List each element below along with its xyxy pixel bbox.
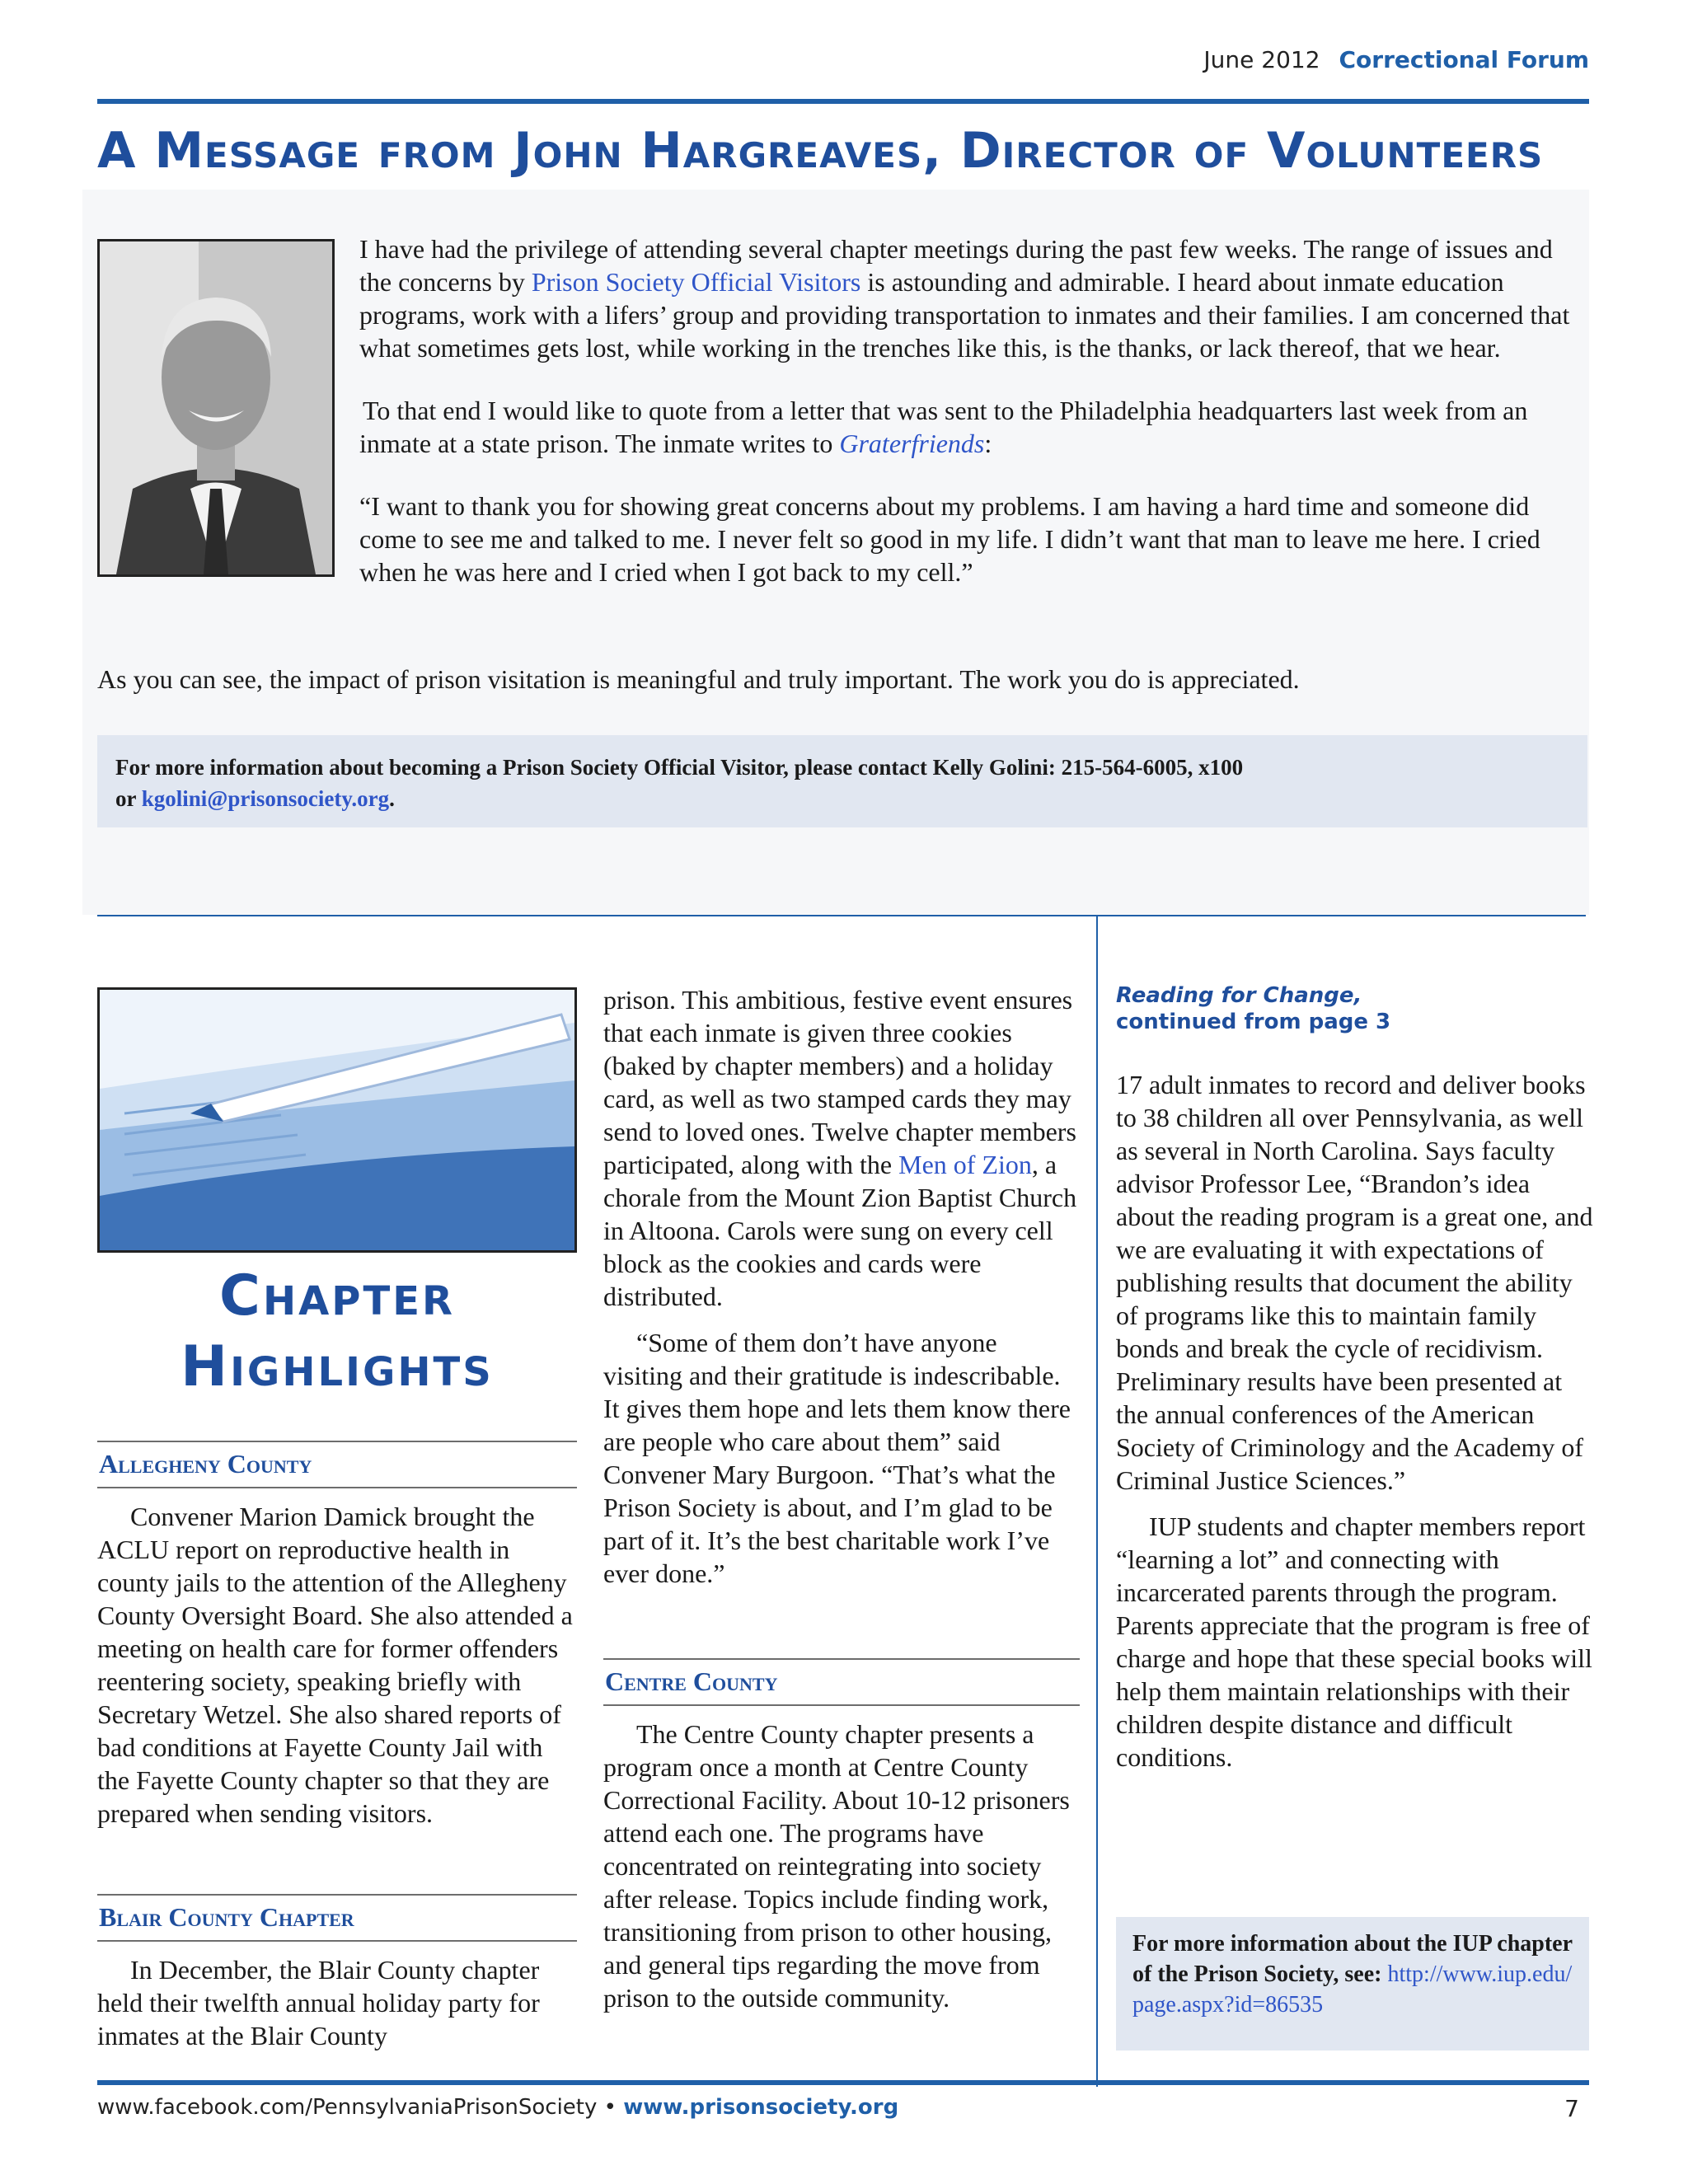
allegheny-body bbox=[97, 1500, 579, 1830]
blair-paragraph: In December, the Blair County chapter held their twelfth annual holiday party for inmates at the Blair County bbox=[97, 1955, 540, 2050]
page-title: A Message from John Hargreaves, Director of Volunteers bbox=[97, 122, 1544, 180]
portrait-icon bbox=[100, 241, 332, 574]
email-link[interactable]: kgolini@prisonsociety.org bbox=[141, 786, 390, 811]
centre-paragraph: The Centre County chapter presents a program once a month at Centre County Correctional Facility. About 10-12 prisoners attend each one. The programs have concentrated on reintegrating into society after release. Topics include finding work, transitioning from prison to other housing, and general tips regarding the move from prison to the outside community. bbox=[603, 1719, 1070, 2013]
reading-head-line-1: Reading for Change, bbox=[1116, 983, 1362, 1008]
blair-continued bbox=[603, 983, 1081, 1590]
iup-info-text: For more information about the IUP chapter of the Prison Society, see: bbox=[1132, 1931, 1573, 1987]
footer-rule bbox=[97, 2080, 1589, 2085]
reading-paragraph-1: 17 adult inmates to record and deliver books to 38 children all over Pennsylvania, as well as several in North Carolina. Says faculty advisor Professor Lee, “Brandon’s idea about the reading program is a great one, and we are evaluating it with expectations of publishing results that document the ability of programs like this to maintain family bonds and break the cycle of recidivism. Preliminary results have been presented at the annual conferences of the American Society of Criminology and the Academy of Criminal Justice Sciences.” bbox=[1116, 1070, 1593, 1495]
visitor-info-box bbox=[97, 735, 1587, 827]
intro-p2-text-b: : bbox=[984, 429, 992, 458]
graterfriends-link[interactable]: Graterfriends bbox=[839, 429, 985, 458]
allegheny-paragraph: Convener Marion Damick brought the ACLU report on reproductive health in county jails to the attention of the Allegheny County Oversight Board. She also attended a meeting on health care for former offenders reentering society, speaking briefly with Secretary Wetzel. She also shared reports of bad conditions at Fayette County Jail with the Fayette County chapter so that they are prepared when sending visitors. bbox=[97, 1502, 573, 1828]
intro-paragraph-2 bbox=[359, 394, 1571, 460]
reading-head-line-2: continued from page 3 bbox=[1116, 1010, 1391, 1034]
burgoon-quote: “Some of them don’t have anyone visiting and their gratitude is indescribable. It gives them hope and lets them know there are people who care about them” said Convener Mary Burgoon. “That’s what the Prison Society is about, and I’m glad to be part of it. It’s the best charitable work I’ve ever done.” bbox=[603, 1328, 1071, 1588]
facebook-link[interactable]: www.facebook.com/PennsylvaniaPrisonSociety bbox=[97, 2095, 598, 2120]
reading-paragraph-2: IUP students and chapter members report “learning a lot” and connecting with incarcerated parents through the program. Parents appreciate that the program is free of charge and hope that these special books will help them maintain relationships with their children despite distance and difficult conditions. bbox=[1116, 1511, 1592, 1772]
issue-date: June 2012 bbox=[1203, 46, 1320, 73]
footer-links bbox=[97, 2095, 898, 2120]
period-text: . bbox=[389, 786, 395, 811]
men-of-zion-link[interactable]: Men of Zion bbox=[898, 1150, 1032, 1179]
blair-heading: Blair County Chapter bbox=[97, 1894, 577, 1942]
book-pen-icon bbox=[100, 990, 574, 1250]
iup-info-box bbox=[1116, 1917, 1589, 2050]
reading-continued-heading bbox=[1116, 982, 1578, 1035]
publication-name: Correctional Forum bbox=[1339, 46, 1589, 73]
page-header bbox=[97, 46, 1589, 79]
page-number: 7 bbox=[1564, 2095, 1579, 2122]
blair-cont-text-a: prison. This ambitious, festive event ensures that each inmate is given three cookies (baked by chapter members) and a holiday card, as well as two stamped cards they may send to loved ones. Twelve chapter members participated, along with the bbox=[603, 985, 1076, 1179]
visitor-info-text: For more information about becoming a Prison Society Official Visitor, please contact Kelly Golini: 215-564-6005, x100 bbox=[115, 755, 1244, 780]
visitor-info-email-line bbox=[115, 783, 1569, 814]
or-text: or bbox=[115, 786, 142, 811]
intro-p1-text-b: is astounding and admirable. I heard about inmate education programs, work with a lifers’ group and providing transportation to inmates and their families. I am concerned that what sometimes gets lost, while working in the trenches like this, is the thanks, or lack thereof, that we hear. bbox=[359, 267, 1570, 363]
intro-p2-text-a: To that end I would like to quote from a letter that was sent to the Philadelphia headquarters last week from an inmate at a state prison. The inmate writes to bbox=[359, 396, 1528, 458]
book-pen-photo bbox=[97, 987, 577, 1253]
iup-link[interactable]: http://www.iup.edu/page.aspx?id=86535 bbox=[1132, 1961, 1573, 2018]
blair-cont-text-b: , a chorale from the Mount Zion Baptist Church in Altoona. Carols were sung on every cell block as the cookies and cards were distributed. bbox=[603, 1150, 1077, 1311]
footer-bullet: • bbox=[597, 2095, 624, 2120]
column-rule bbox=[1096, 915, 1098, 2087]
website-link[interactable]: www.prisonsociety.org bbox=[623, 2095, 899, 2120]
centre-heading: Centre County bbox=[603, 1658, 1080, 1706]
inmate-quote: “I want to thank you for showing great concerns about my problems. I am having a hard time and someone did come to see me and talked to me. I never felt so good in my life. I didn’t want that man to leave me here. I cried when he was here and I cried when I got back to my cell.” bbox=[359, 491, 1540, 587]
intro-paragraph-1 bbox=[359, 232, 1571, 364]
closing-paragraph: As you can see, the impact of prison visitation is meaningful and truly important. The work you do is appreciated. bbox=[97, 664, 1300, 694]
intro-text bbox=[359, 232, 1571, 618]
intro-p1-text-a: I have had the privilege of attending several chapter meetings during the past few weeks. The range of issues and the concerns by bbox=[359, 234, 1553, 297]
portrait-photo bbox=[97, 239, 335, 577]
chapter-highlights-title bbox=[97, 1261, 577, 1403]
centre-body bbox=[603, 1718, 1081, 2014]
blair-body bbox=[97, 1953, 579, 2052]
official-visitors-link[interactable]: Prison Society Official Visitors bbox=[531, 267, 861, 297]
blair-continued-paragraph bbox=[603, 983, 1081, 1313]
reading-body bbox=[1116, 1068, 1594, 1774]
allegheny-heading: Allegheny County bbox=[97, 1441, 577, 1488]
section-rule bbox=[97, 915, 1586, 916]
header-rule bbox=[97, 99, 1589, 104]
chapter-title-line-1: Chapter bbox=[219, 1263, 455, 1329]
chapter-title-line-2: Highlights bbox=[181, 1334, 494, 1399]
